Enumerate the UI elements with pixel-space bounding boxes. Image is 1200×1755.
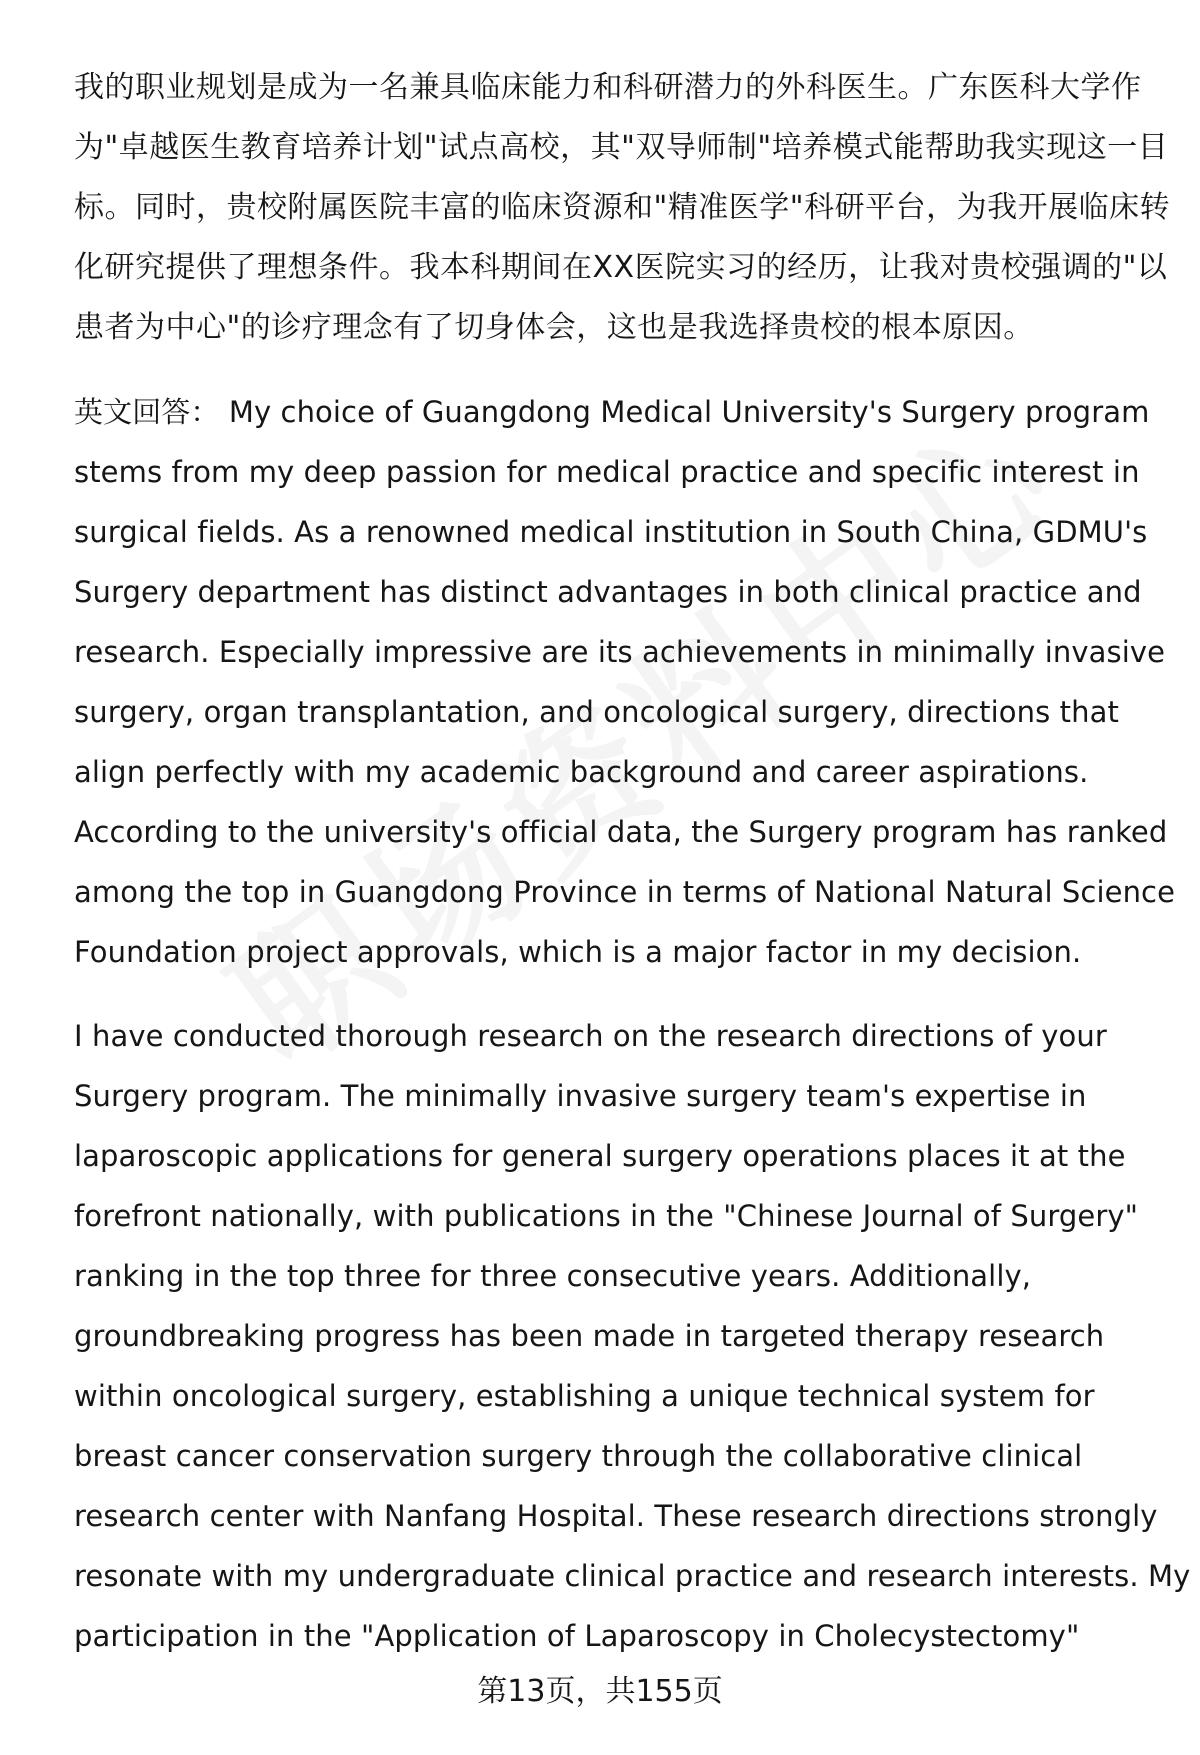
paragraph-en-research	[74, 1006, 1191, 1666]
text-line: laparoscopic applications for general surgery operations places it at the	[74, 1139, 1126, 1173]
text-line: align perfectly with my academic background and career aspirations.	[74, 755, 1089, 789]
text-line: 化研究提供了理想条件。我本科期间在XX医院实习的经历，让我对贵校强调的"以	[74, 250, 1168, 285]
page-number: 第13页，共155页	[477, 1674, 723, 1709]
text-line: Foundation project approvals, which is a major factor in my decision.	[74, 935, 1082, 969]
text-line: stems from my deep passion for medical practice and specific interest in	[74, 455, 1140, 489]
text-line: I have conducted thorough research on the research directions of your	[74, 1019, 1107, 1053]
text-line: ranking in the top three for three consecutive years. Additionally,	[74, 1259, 1032, 1293]
text-line: 标。同时，贵校附属医院丰富的临床资源和"精准医学"科研平台，为我开展临床转	[74, 190, 1171, 225]
text-line: among the top in Guangdong Province in terms of National Natural Science	[74, 875, 1176, 909]
text-line: surgical fields. As a renowned medical institution in South China, GDMU's	[74, 515, 1148, 549]
text-line: participation in the "Application of Laparoscopy in Cholecystectomy"	[74, 1619, 1080, 1653]
text-line: According to the university's official data, the Surgery program has ranked	[74, 815, 1168, 849]
paragraph-en-answer	[74, 382, 1176, 982]
document-body	[74, 58, 1191, 1690]
text-line: within oncological surgery, establishing a unique technical system for	[74, 1379, 1095, 1413]
text-line: 英文回答： My choice of Guangdong Medical University's Surgery program	[74, 395, 1150, 429]
text-line: research center with Nanfang Hospital. These research directions strongly	[74, 1499, 1158, 1533]
text-line: surgery, organ transplantation, and oncological surgery, directions that	[74, 695, 1119, 729]
text-line: 我的职业规划是成为一名兼具临床能力和科研潜力的外科医生。广东医科大学作	[74, 70, 1142, 105]
text-line: groundbreaking progress has been made in targeted therapy research	[74, 1319, 1105, 1353]
text-line: 为"卓越医生教育培养计划"试点高校，其"双导师制"培养模式能帮助我实现这一目	[74, 130, 1169, 165]
text-line: Surgery department has distinct advantages in both clinical practice and	[74, 575, 1142, 609]
paragraph-zh-answer	[74, 58, 1171, 358]
text-line: Surgery program. The minimally invasive surgery team's expertise in	[74, 1079, 1087, 1113]
text-line: resonate with my undergraduate clinical practice and research interests. My	[74, 1559, 1191, 1593]
text-line: research. Especially impressive are its achievements in minimally invasive	[74, 635, 1166, 669]
text-line: breast cancer conservation surgery through the collaborative clinical	[74, 1439, 1083, 1473]
text-line: forefront nationally, with publications in the "Chinese Journal of Surgery"	[74, 1199, 1139, 1233]
text-line: 患者为中心"的诊疗理念有了切身体会，这也是我选择贵校的根本原因。	[74, 310, 1034, 345]
